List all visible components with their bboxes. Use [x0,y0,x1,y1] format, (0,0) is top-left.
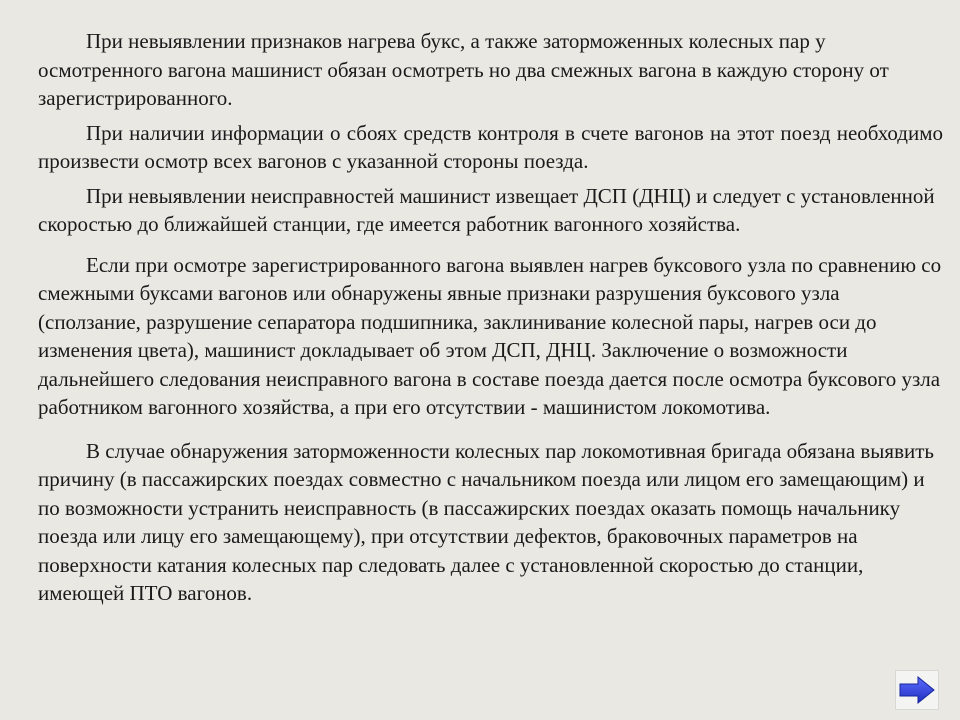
next-slide-button[interactable] [895,670,939,710]
paragraph-3: При невыявлении неисправностей машинист извещает ДСП (ДНЦ) и следует с установленной скоростью до ближайшей станции, где имеется работник вагонного хозяйства. [38,183,935,236]
paragraph-5: В случае обнаружения заторможенности колесных пар локомотивная бригада обязана выявить причину (в пассажирских поездах совместно с начальником поезда или лицом его замещающим) и по возможности устранить неисправность (в пассажирских поездах оказать помощь начальнику поезда или лицу его замещающему), при отсутствии дефектов, браковочных параметров на поверхности катания колесных пар следовать далее с установленной скоростью до станции, имеющей ПТО вагонов. [38,438,934,605]
paragraph-4: Если при осмотре зарегистрированного вагона выявлен нагрев буксового узла по сравнению со смежными буксами вагонов или обнаружены явные признаки разрушения буксового узла (сползание, разрушение сепаратора подшипника, заклинивание колесной пары, нагрев оси до изменения цвета), машинист докладывает об этом ДСП, ДНЦ. Заключение о возможности дальнейшего следования неисправного вагона в составе поезда дается после осмотра буксового узла работником вагонного хозяйства, а при его отсутствии - машинистом локомотива. [38,252,942,419]
arrow-right-icon [898,675,936,705]
slide-text [38,27,943,608]
paragraph-2: При наличии информации о сбоях средств контроля в счете вагонов на этот поезд необходимо произвести осмотр всех вагонов с указанной стороны поезда. [38,120,943,173]
paragraph-1: При невыявлении признаков нагрева букс, а также заторможенных колесных пар у осмотренного вагона машинист обязан осмотреть но два смежных вагона в каждую сторону от зарегистрированного. [38,29,889,110]
